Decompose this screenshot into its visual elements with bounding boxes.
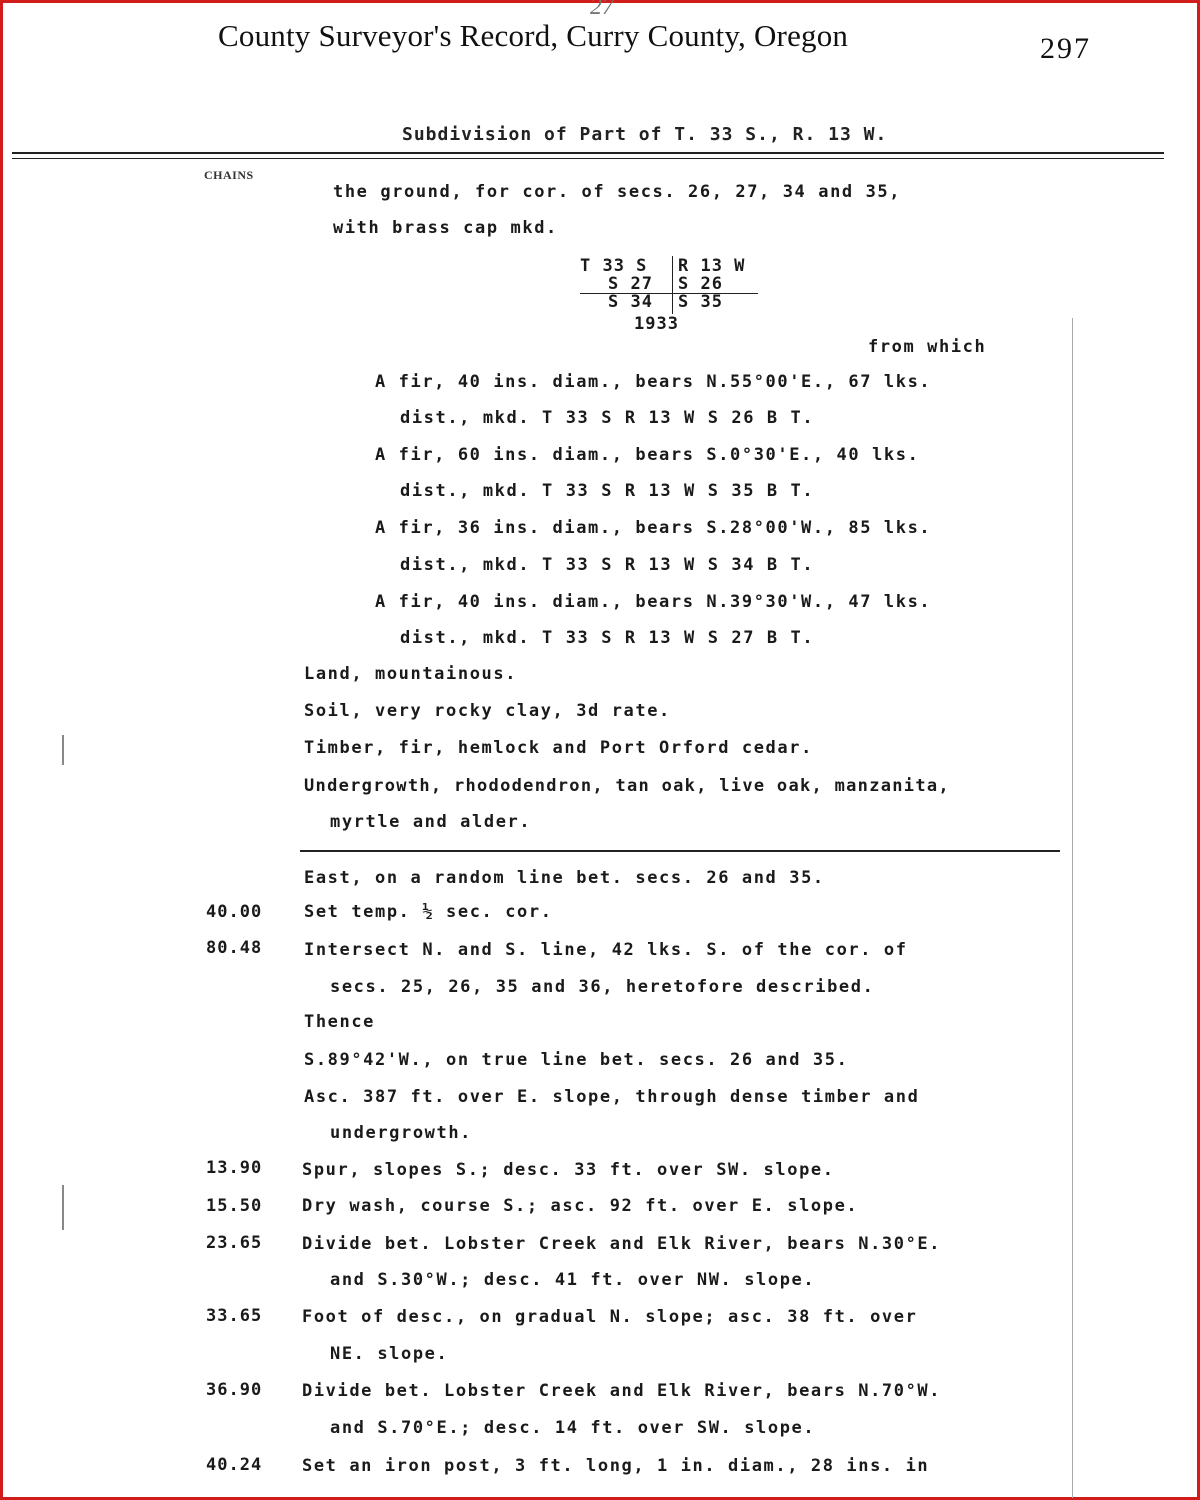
page-number: 297 [1040,32,1091,65]
chains-value: 33.65 [206,1306,263,1326]
margin-mark [62,735,64,765]
undergrowth-line: myrtle and alder. [330,812,532,832]
chains-value: 40.24 [206,1455,263,1475]
right-margin-line [1072,318,1073,1498]
bearing-tree-line: A fir, 40 ins. diam., bears N.55°00'E., 67 lks. [375,372,932,392]
undergrowth-line: Undergrowth, rhododendron, tan oak, live oak, manzanita, [304,776,950,796]
margin-mark [62,1185,64,1230]
chains-value: 36.90 [206,1380,263,1400]
cap-year: 1933 [634,314,679,334]
entry-text: secs. 25, 26, 35 and 36, heretofore described. [330,977,875,997]
cap-bottom-left: S 34 [608,292,653,312]
chains-column-label: CHAINS [204,168,254,182]
ascent-note-line: Asc. 387 ft. over E. slope, through dense timber and [304,1087,920,1107]
bearing-tree-line: dist., mkd. T 33 S R 13 W S 35 B T. [400,481,815,501]
chains-value: 23.65 [206,1233,263,1253]
pencil-note: 27 [590,0,614,20]
subtitle: Subdivision of Part of T. 33 S., R. 13 W. [402,124,888,145]
bearing-tree-line: A fir, 40 ins. diam., bears N.39°30'W., 47 lks. [375,592,932,612]
corner-description-line: with brass cap mkd. [333,218,558,238]
cap-mid-left: S 27 [608,274,653,294]
land-line: Land, mountainous. [304,664,518,684]
entry-text: NE. slope. [330,1344,449,1364]
header-rule-thick [12,152,1164,154]
bearing-tree-line: A fir, 36 ins. diam., bears S.28°00'W., 85 lks. [375,518,932,538]
header-rule-thin [12,158,1164,159]
entry-text: Dry wash, course S.; asc. 92 ft. over E. slope. [302,1196,859,1216]
soil-line: Soil, very rocky clay, 3d rate. [304,701,671,721]
true-line-heading: S.89°42'W., on true line bet. secs. 26 and 35. [304,1050,849,1070]
chains-value: 13.90 [206,1158,263,1178]
thence-line: Thence [304,1012,376,1032]
entry-text: Divide bet. Lobster Creek and Elk River, bears N.30°E. [302,1234,942,1254]
bearing-tree-line: dist., mkd. T 33 S R 13 W S 27 B T. [400,628,815,648]
cap-top-right: R 13 W [678,256,746,276]
entry-text: Spur, slopes S.; desc. 33 ft. over SW. slope. [302,1160,835,1180]
entry-text: Divide bet. Lobster Creek and Elk River, bears N.70°W. [302,1381,942,1401]
from-which: from which [868,337,987,357]
corner-description-line: the ground, for cor. of secs. 26, 27, 34 and 35, [333,182,902,202]
bearing-tree-line: A fir, 60 ins. diam., bears S.0°30'E., 40 lks. [375,445,920,465]
section-separator [300,850,1060,852]
chains-value: 80.48 [206,938,263,958]
page-title: County Surveyor's Record, Curry County, Oregon [218,18,849,53]
bearing-tree-line: dist., mkd. T 33 S R 13 W S 26 B T. [400,408,815,428]
entry-text: Foot of desc., on gradual N. slope; asc. 38 ft. over [302,1307,918,1327]
cap-bottom-right: S 35 [678,292,723,312]
cap-mid-right: S 26 [678,274,723,294]
cap-top-left: T 33 S [580,256,648,276]
random-line-heading: East, on a random line bet. secs. 26 and 35. [304,868,825,888]
cap-vertical-line [672,256,673,314]
chains-value: 40.00 [206,902,263,922]
entry-text: and S.70°E.; desc. 14 ft. over SW. slope. [330,1418,816,1438]
cap-horizontal-line [580,293,758,294]
entry-text: and S.30°W.; desc. 41 ft. over NW. slope. [330,1270,816,1290]
entry-text: Set temp. ½ sec. cor. [304,902,553,922]
entry-text: Set an iron post, 3 ft. long, 1 in. diam., 28 ins. in [302,1456,930,1476]
bearing-tree-line: dist., mkd. T 33 S R 13 W S 34 B T. [400,555,815,575]
chains-value: 15.50 [206,1196,263,1216]
entry-text: Intersect N. and S. line, 42 lks. S. of the cor. of [304,940,908,960]
ascent-note-line: undergrowth. [330,1123,473,1143]
timber-line: Timber, fir, hemlock and Port Orford cedar. [304,738,813,758]
